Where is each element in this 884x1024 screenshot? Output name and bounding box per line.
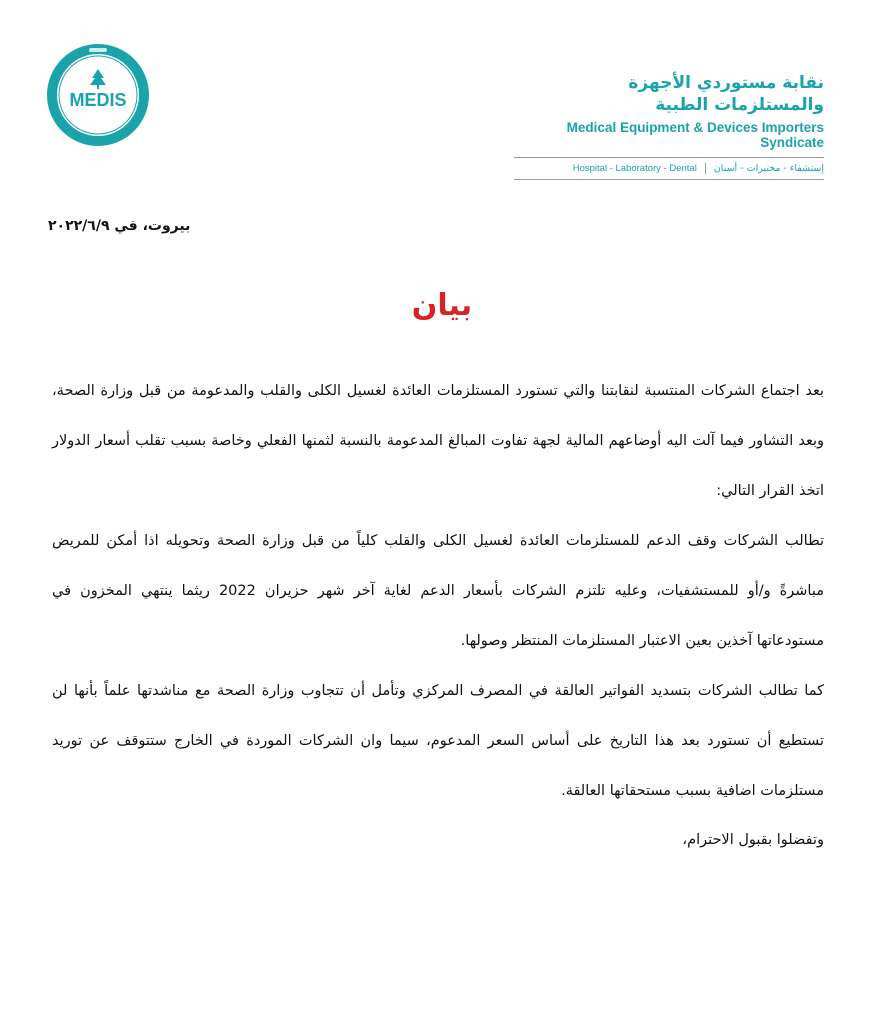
header-divider-bottom <box>514 179 824 180</box>
tagline-separator <box>705 163 706 174</box>
paragraph-1: بعد اجتماع الشركات المنتسبة لنقابتنا والتي تستورد المستلزمات العائدة لغسيل الكلى والقلب والمدعومة من قبل وزارة الصحة، وبعد التشاور فيما آلت اليه أوضاعهم المالية لجهة تفاوت المبالغ المدعومة بالنسبة لثمنها الفعلي وخاصة بسبب تقلب أسعار الدولار اتخذ القرار التالي: <box>52 383 824 499</box>
medis-logo <box>45 42 151 148</box>
logo-text: MEDIS <box>69 90 127 110</box>
closing-line: وتفضلوا بقبول الاحترام، <box>682 832 824 848</box>
header-divider <box>514 157 824 158</box>
tagline <box>514 163 824 174</box>
org-name-english: Medical Equipment & Devices Importers Syndicate <box>566 120 824 150</box>
tagline-arabic: إستشفاء - مختبرات - أسنان <box>713 163 824 174</box>
letterhead <box>514 72 824 180</box>
date-line: بيروت، في ٢٠٢٢/٦/٩ <box>48 218 191 234</box>
statement-title: بيان <box>411 288 473 323</box>
paragraph-2: تطالب الشركات وقف الدعم للمستلزمات العائدة لغسيل الكلى والقلب كلياً من قبل وزارة الصحة وتحويله اذا أمكن للمريض مباشرةً و/أو للمستشفيات، وعليه تلتزم الشركات بأسعار الدعم لغاية آخر شهر حزيران 2022 ريثما ينتهي المخزون في مستودعاتها آخذين بعين الاعتبار المستلزمات المنتظر وصولها. <box>52 533 824 649</box>
statement-body <box>52 366 824 816</box>
paragraph-3: كما تطالب الشركات بتسديد الفواتير العالقة في المصرف المركزي وتأمل أن تتجاوب وزارة الصحة مع مناشدتها علماً بأنها لن تستطيع أن تستورد بعد هذا التاريخ على أساس السعر المدعوم، سيما وان الشركات الموردة في الخارج ستتوقف عن توريد مستلزمات اضافية بسبب مستحقاتها العالقة. <box>52 683 824 799</box>
org-name-arabic: نقابة مستوردي الأجهزة والمستلزمات الطبية <box>628 73 824 115</box>
tagline-english: Hospital - Laboratory - Dental <box>572 163 697 174</box>
